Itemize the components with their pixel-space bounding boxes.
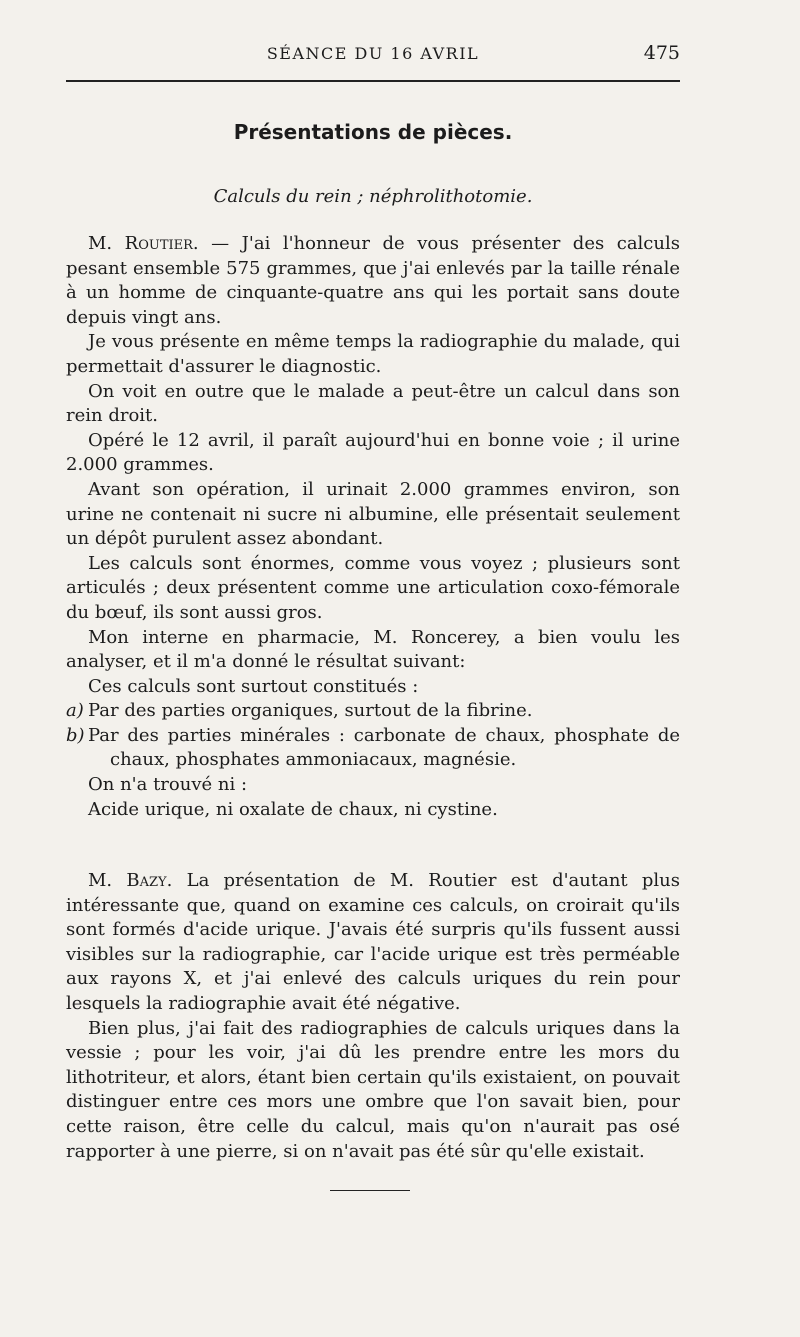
list-label: a) [66,700,84,722]
paragraph-text: La présentation de M. Routier est d'autant plus intéressante que, quand on examine ces calculs, on croirait qu'ils sont formés d'acide urique. J'avais été surpris qu'ils fussent aussi visibles sur la radiographie, car l'acide urique est très perméable aux rayons X, et j'ai enlevé des calculs uriques du rein pour lesquels la radiographie avait été négative. [66,870,681,1014]
header-rule [66,80,680,82]
list-item [66,699,680,724]
paragraph: Mon interne en pharmacie, M. Roncerey, a bien voulu les analyser, et il m'a donné le résultat suivant: [66,626,680,673]
list-text: Par des parties minérales : carbonate de chaux, phosphate de chaux, phosphates ammoniacaux, magnésie. [88,724,680,771]
closing-rule [330,1190,410,1191]
list-text: Par des parties organiques, surtout de la fibrine. [88,700,533,722]
running-header [66,40,680,70]
paragraph: Je vous présente en même temps la radiographie du malade, qui permettait d'assurer le diagnostic. [66,331,680,377]
list-item [66,724,680,773]
paragraph: Les calculs sont énormes, comme vous voyez ; plusieurs sont articulés ; deux présentent comme une articulation coxo-fémorale du bœuf, ils sont aussi gros. [66,552,680,623]
section-subtitle: Calculs du rein ; néphrolithotomie. [213,186,533,207]
paragraph: On voit en outre que le malade a peut-être un calcul dans son rein droit. [66,380,680,427]
paragraph: On n'a trouvé ni : [88,774,248,796]
paragraph: Avant son opération, il urinait 2.000 grammes environ, son urine ne contenait ni sucre ni albumine, elle présentait seulement un dépôt purulent assez abondant. [66,478,680,550]
paragraph: Opéré le 12 avril, il paraît aujourd'hui en bonne voie ; il urine 2.000 grammes. [66,429,680,476]
paragraph-text: — J'ai l'honneur de vous présenter des calculs pesant ensemble 575 grammes, que j'ai enlevés par la taille rénale à un homme de cinquante-quatre ans qui les portait sans doute depuis vingt ans. [66,233,680,328]
paragraph: Ces calculs sont surtout constitués : [88,675,419,697]
running-title: SÉANCE DU 16 AVRIL [266,44,480,63]
paragraph: Acide urique, ni oxalate de chaux, ni cystine. [88,798,498,820]
page-number: 475 [643,42,680,64]
paragraph [66,869,680,1017]
list-label: b) [66,724,85,746]
speaker-name: M. Routier. [88,233,199,254]
routier-presentation [66,232,680,822]
speaker-name: M. Bazy. [88,870,173,891]
section-title: Présentations de pièces. [233,120,513,144]
bazy-discussion [66,869,680,1164]
paragraph [66,232,680,330]
paragraph: Bien plus, j'ai fait des radiographies de calculs uriques dans la vessie ; pour les voir, j'ai dû les prendre entre les mors du lithotriteur, et alors, étant bien certain qu'ils existaient, on pouvait distinguer entre ces mors une ombre que l'on savait bien, pour cette raison, être celle du calcul, mais qu'on n'aurait pas osé rapporter à une pierre, si on n'avait pas été sûr qu'elle existait. [66,1017,680,1162]
